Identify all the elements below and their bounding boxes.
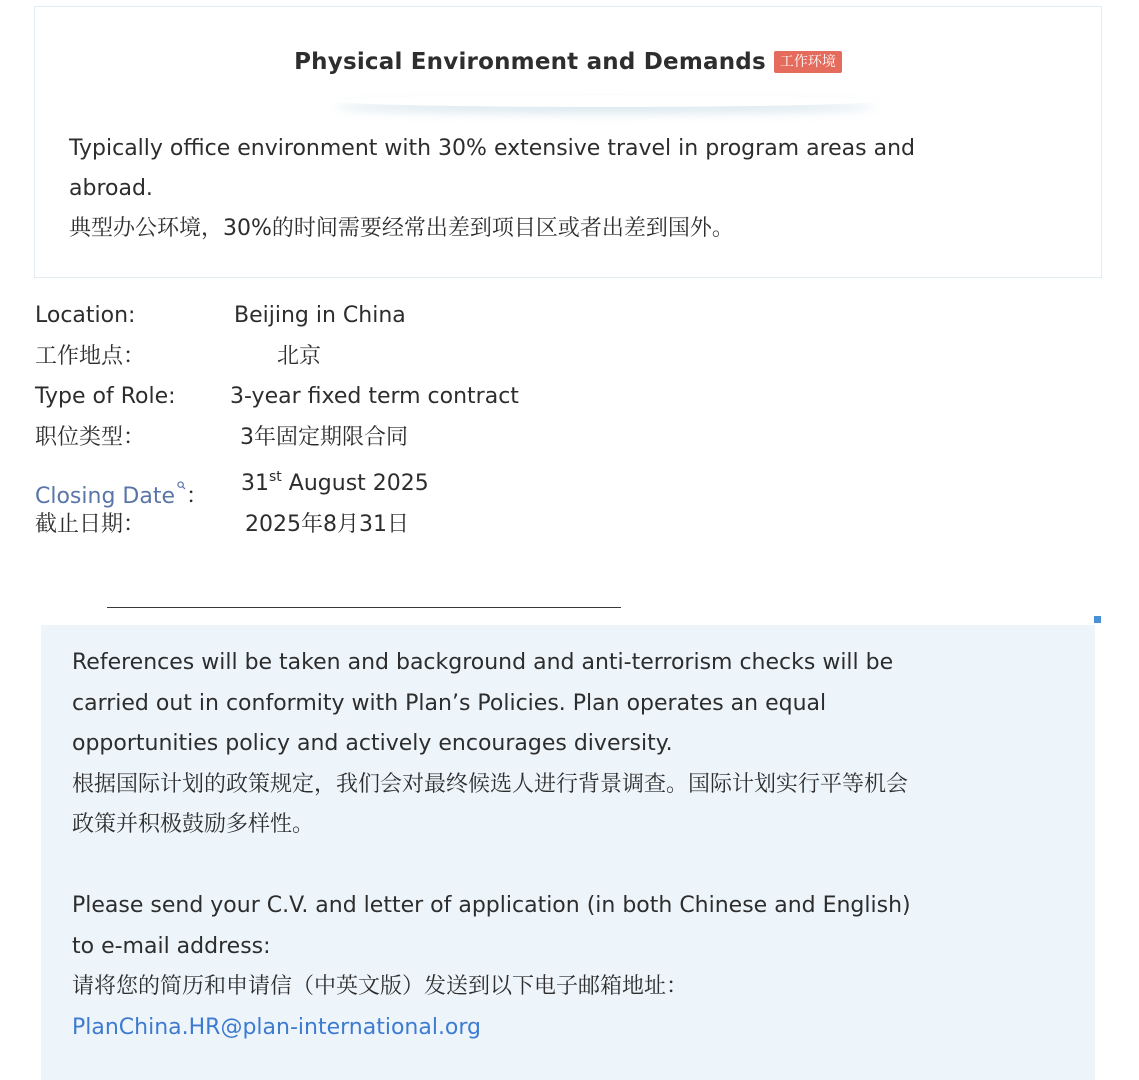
notice-box bbox=[41, 625, 1095, 1080]
closing-date-cn-value: 2025年8月31日 bbox=[245, 511, 409, 537]
environment-heading bbox=[35, 49, 1101, 75]
environment-line: Typically office environment with 30% extensive travel in program areas and bbox=[69, 136, 916, 161]
section-divider bbox=[107, 607, 621, 608]
application-line: to e-mail address: bbox=[72, 933, 271, 959]
environment-card bbox=[34, 6, 1102, 278]
role-label: Type of Role: bbox=[35, 384, 176, 409]
environment-description bbox=[69, 129, 1069, 249]
location-cn-value: 北京 bbox=[277, 343, 322, 369]
closing-date-colon: ： bbox=[186, 484, 209, 509]
heading-shadow-decoration bbox=[335, 95, 875, 107]
notice-line-cn: 根据国际计划的政策规定，我们会对最终候选人进行背景调查。国际计划实行平等机会 bbox=[72, 771, 909, 797]
role-cn-label: 职位类型： bbox=[35, 424, 146, 450]
email-link[interactable]: PlanChina.HR@plan-international.org bbox=[72, 1014, 482, 1040]
notice-line: References will be taken and background and anti-terrorism checks will be bbox=[72, 650, 894, 675]
notice-text bbox=[72, 643, 1072, 1048]
corner-marker bbox=[1094, 616, 1101, 623]
environment-title: Physical Environment and Demands bbox=[294, 49, 766, 75]
role-cn-value: 3年固定期限合同 bbox=[240, 424, 408, 450]
environment-line-cn: 典型办公环境，30%的时间需要经常出差到项目区或者出差到国外。 bbox=[69, 216, 734, 241]
closing-month-year: August 2025 bbox=[281, 471, 429, 496]
location-value: Beijing in China bbox=[234, 303, 406, 328]
application-line-cn: 请将您的简历和申请信（中英文版）发送到以下电子邮箱地址： bbox=[72, 974, 689, 999]
role-value: 3-year fixed term contract bbox=[230, 384, 519, 409]
paragraph-gap bbox=[72, 846, 1072, 887]
closing-date-cn-label: 截止日期： bbox=[35, 511, 146, 537]
closing-date-label[interactable]: Closing Date bbox=[35, 484, 175, 509]
location-cn-label: 工作地点： bbox=[35, 343, 146, 369]
location-label: Location: bbox=[35, 303, 136, 328]
application-line: Please send your C.V. and letter of application (in both Chinese and English) bbox=[72, 893, 911, 918]
closing-day: 31 bbox=[241, 471, 269, 496]
closing-day-suffix: st bbox=[269, 469, 282, 485]
notice-line: carried out in conformity with Plan’s Policies. Plan operates an equal bbox=[72, 690, 827, 716]
environment-badge: 工作环境 bbox=[774, 51, 842, 73]
notice-line: opportunities policy and actively encourages diversity. bbox=[72, 731, 673, 756]
closing-date-value bbox=[241, 464, 429, 504]
notice-line-cn: 政策并积极鼓励多样性。 bbox=[72, 812, 315, 837]
search-icon[interactable] bbox=[177, 464, 186, 473]
environment-line: abroad. bbox=[69, 176, 153, 201]
